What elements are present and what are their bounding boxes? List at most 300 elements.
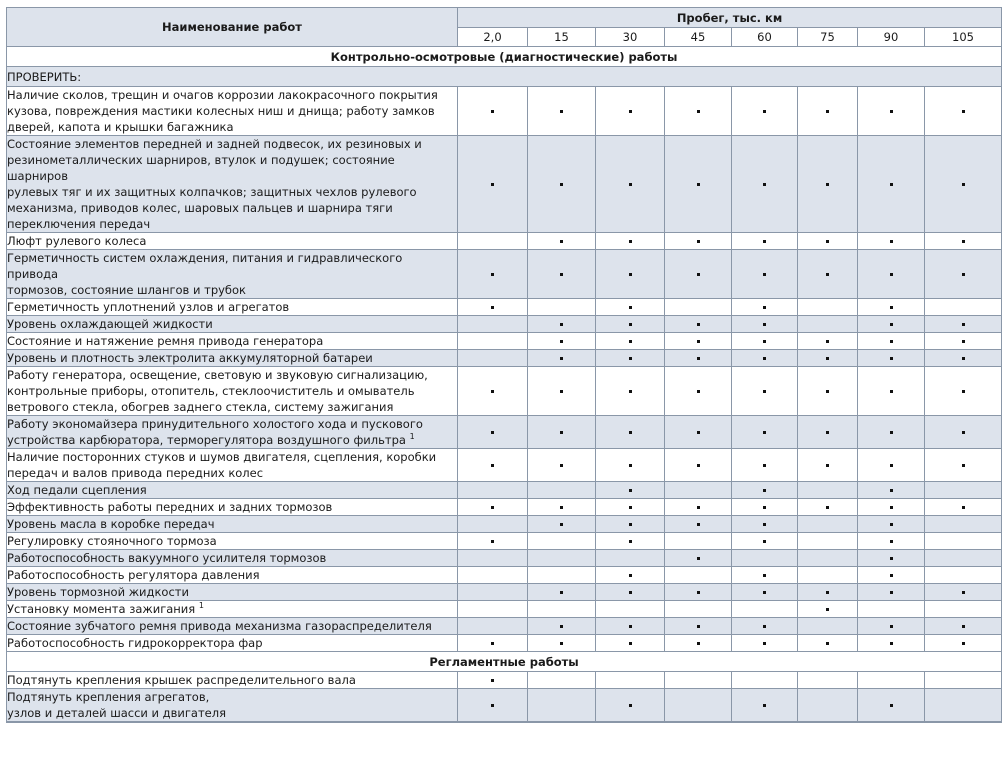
check-mark [763,489,766,492]
mileage-cell [596,618,665,635]
work-name [7,722,458,723]
mileage-cell [528,449,596,482]
check-mark [962,273,965,276]
check-mark [962,625,965,628]
work-name-line: резинометаллических шарниров, втулок и подушек; состояние шарниров [7,153,395,183]
mileage-cell [925,416,1002,449]
mileage-cell [858,722,925,723]
mileage-cell [925,367,1002,416]
mileage-cell [458,350,528,367]
work-name [7,350,458,367]
mileage-cell [665,416,732,449]
check-mark [890,574,893,577]
mileage-cell [665,87,732,136]
check-mark [890,523,893,526]
check-mark [697,642,700,645]
check-mark [697,340,700,343]
mileage-cell [596,316,665,333]
mileage-cell [458,367,528,416]
check-mark [763,540,766,543]
mileage-cell [798,516,858,533]
check-mark [962,240,965,243]
mileage-col-header: 15 [528,28,596,47]
mileage-cell [858,316,925,333]
check-mark [763,506,766,509]
work-row [7,250,1002,299]
mileage-cell [458,533,528,550]
mileage-cell [596,299,665,316]
mileage-cell [528,533,596,550]
work-name [7,416,458,449]
mileage-cell [528,333,596,350]
mileage-cell [925,333,1002,350]
work-name-line: устройства карбюратора, терморегулятора воздушного фильтра [7,433,406,447]
check-mark [962,340,965,343]
check-mark [890,240,893,243]
check-mark [763,464,766,467]
mileage-cell [798,584,858,601]
mileage-cell [528,567,596,584]
work-name-line: Уровень охлаждающей жидкости [7,317,213,331]
check-mark [763,523,766,526]
mileage-cell [798,416,858,449]
mileage-cell [858,449,925,482]
check-mark [629,642,632,645]
work-row [7,449,1002,482]
check-mark [560,523,563,526]
check-mark [763,431,766,434]
mileage-cell [858,516,925,533]
mileage-cell [458,250,528,299]
section-subtitle: ПРОВЕРИТЬ: [7,67,1002,87]
mileage-cell [665,233,732,250]
mileage-cell [528,672,596,689]
check-mark [826,240,829,243]
mileage-cell [925,584,1002,601]
mileage-cell [596,516,665,533]
check-mark [763,240,766,243]
mileage-cell [665,567,732,584]
check-mark [629,323,632,326]
check-mark [763,110,766,113]
check-mark [826,642,829,645]
check-mark [491,306,494,309]
work-row [7,722,1002,723]
check-mark [826,464,829,467]
mileage-cell [596,87,665,136]
work-name-line: Работоспособность вакуумного усилителя тормозов [7,551,327,565]
mileage-cell [458,333,528,350]
check-mark [763,323,766,326]
mileage-cell [665,499,732,516]
check-mark [763,306,766,309]
mileage-cell [798,482,858,499]
mileage-cell [925,499,1002,516]
check-mark [560,357,563,360]
work-row [7,601,1002,618]
mileage-cell [858,233,925,250]
mileage-cell [798,618,858,635]
mileage-col-header: 60 [732,28,798,47]
mileage-cell [732,350,798,367]
work-row [7,233,1002,250]
check-mark [491,431,494,434]
check-mark [890,390,893,393]
check-mark [890,591,893,594]
mileage-cell [528,516,596,533]
mileage-cell [596,584,665,601]
mileage-cell [732,635,798,652]
work-name [7,299,458,316]
mileage-cell [858,367,925,416]
mileage-cell [665,482,732,499]
mileage-cell [528,416,596,449]
work-row [7,672,1002,689]
mileage-cell [925,136,1002,233]
mileage-cell [596,601,665,618]
mileage-cell [925,722,1002,723]
check-mark [890,273,893,276]
mileage-cell [925,87,1002,136]
mileage-cell [458,567,528,584]
check-mark [962,591,965,594]
mileage-cell [732,299,798,316]
mileage-col-header: 30 [596,28,665,47]
work-row [7,350,1002,367]
check-mark [697,464,700,467]
mileage-cell [798,316,858,333]
check-mark [560,390,563,393]
mileage-cell [665,689,732,722]
check-mark [826,110,829,113]
mileage-cell [665,250,732,299]
work-name-line: Уровень тормозной жидкости [7,585,189,599]
mileage-cell [858,87,925,136]
work-row [7,567,1002,584]
mileage-cell [458,635,528,652]
mileage-cell [732,499,798,516]
mileage-cell [596,449,665,482]
mileage-cell [528,550,596,567]
mileage-cell [925,233,1002,250]
check-mark [763,704,766,707]
work-name-line: Установку момента зажигания [7,602,196,616]
work-row [7,499,1002,516]
work-name [7,567,458,584]
mileage-cell [665,367,732,416]
work-name-line: Наличие посторонних стуков и шумов двигателя, сцепления, коробки [7,450,437,464]
mileage-cell [858,416,925,449]
mileage-cell [665,136,732,233]
work-name-line: переключения передач [7,217,151,231]
check-mark [629,390,632,393]
mileage-cell [858,618,925,635]
mileage-cell [732,516,798,533]
work-name-line: Ход педали сцепления [7,483,147,497]
mileage-cell [458,689,528,722]
mileage-cell [732,567,798,584]
check-mark [491,273,494,276]
check-mark [962,642,965,645]
mileage-cell [858,250,925,299]
check-mark [491,183,494,186]
mileage-cell [528,584,596,601]
mileage-cell [665,672,732,689]
mileage-cell [798,367,858,416]
work-name-line: тормозов, состояние шлангов и трубок [7,283,247,297]
mileage-cell [665,333,732,350]
mileage-cell [458,316,528,333]
mileage-cell [458,449,528,482]
mileage-col-header: 105 [925,28,1002,47]
mileage-cell [798,449,858,482]
work-name-line: Герметичность уплотнений узлов и агрегатов [7,300,290,314]
mileage-cell [596,367,665,416]
mileage-cell [458,299,528,316]
check-mark [890,557,893,560]
check-mark [826,390,829,393]
check-mark [629,540,632,543]
check-mark [629,340,632,343]
check-mark [826,183,829,186]
work-name [7,233,458,250]
mileage-cell [798,635,858,652]
check-mark [763,340,766,343]
mileage-cell [458,516,528,533]
mileage-cell [665,550,732,567]
mileage-cell [925,299,1002,316]
work-row [7,482,1002,499]
work-name-line: Состояние и натяжение ремня привода генератора [7,334,324,348]
work-name-line: Работу экономайзера принудительного холостого хода и пускового [7,417,423,431]
check-mark [826,608,829,611]
work-name-line: Уровень и плотность электролита аккумуляторной батареи [7,351,373,365]
mileage-cell [798,533,858,550]
footnote-marker: 1 [409,432,415,442]
mileage-cell [528,499,596,516]
check-mark [763,574,766,577]
check-mark [962,390,965,393]
work-name-line: узлов и деталей шасси и двигателя [7,706,227,720]
check-mark [560,110,563,113]
mileage-cell [596,499,665,516]
check-mark [560,340,563,343]
mileage-cell [665,635,732,652]
check-mark [560,625,563,628]
mileage-cell [798,333,858,350]
mileage-cell [925,550,1002,567]
check-mark [697,431,700,434]
work-row [7,333,1002,350]
work-name-header: Наименование работ [7,8,458,47]
mileage-cell [528,87,596,136]
mileage-cell [458,87,528,136]
mileage-cell [665,516,732,533]
check-mark [491,679,494,682]
check-mark [560,273,563,276]
mileage-cell [858,533,925,550]
work-row [7,618,1002,635]
mileage-cell [732,367,798,416]
check-mark [491,110,494,113]
check-mark [697,557,700,560]
check-mark [890,306,893,309]
work-name-line: Работоспособность регулятора давления [7,568,260,582]
mileage-cell [458,618,528,635]
mileage-cell [528,136,596,233]
check-mark [962,110,965,113]
mileage-cell [596,250,665,299]
mileage-cell [458,550,528,567]
work-row [7,316,1002,333]
mileage-cell [858,567,925,584]
work-row [7,533,1002,550]
mileage-cell [732,233,798,250]
mileage-col-header: 90 [858,28,925,47]
mileage-cell [732,584,798,601]
work-name [7,672,458,689]
mileage-cell [458,672,528,689]
mileage-cell [528,722,596,723]
mileage-cell [528,601,596,618]
check-mark [560,642,563,645]
check-mark [826,357,829,360]
section-title: Регламентные работы [7,652,1002,672]
mileage-cell [528,250,596,299]
mileage-cell [596,136,665,233]
mileage-cell [665,601,732,618]
mileage-cell [596,233,665,250]
mileage-cell [596,416,665,449]
check-mark [826,506,829,509]
mileage-cell [858,482,925,499]
mileage-cell [732,416,798,449]
mileage-cell [858,333,925,350]
mileage-cell [665,584,732,601]
check-mark [697,110,700,113]
mileage-cell [732,333,798,350]
work-name [7,449,458,482]
mileage-cell [596,635,665,652]
mileage-cell [925,449,1002,482]
mileage-cell [858,672,925,689]
check-mark [890,183,893,186]
mileage-cell [858,635,925,652]
check-mark [763,390,766,393]
check-mark [629,489,632,492]
mileage-cell [596,350,665,367]
work-name-line: контрольные приборы, отопитель, стеклоочиститель и омыватель [7,384,415,398]
check-mark [491,642,494,645]
check-mark [962,431,965,434]
check-mark [560,431,563,434]
work-row [7,136,1002,233]
work-name-line: дверей, капота и крышки багажника [7,120,234,134]
mileage-cell [458,722,528,723]
work-name [7,601,458,618]
mileage-cell [925,316,1002,333]
work-name-line: Герметичность систем охлаждения, питания и гидравлического привода [7,251,403,281]
mileage-cell [665,533,732,550]
work-name-line: Состояние элементов передней и задней подвесок, их резиновых и [7,137,422,151]
work-name [7,499,458,516]
mileage-cell [925,601,1002,618]
check-mark [629,306,632,309]
check-mark [890,323,893,326]
mileage-cell [596,672,665,689]
mileage-cell [798,499,858,516]
mileage-cell [732,601,798,618]
check-mark [763,183,766,186]
check-mark [629,464,632,467]
mileage-cell [665,449,732,482]
check-mark [560,240,563,243]
check-mark [962,357,965,360]
check-mark [890,464,893,467]
mileage-cell [798,689,858,722]
mileage-cell [528,367,596,416]
mileage-cell [798,567,858,584]
mileage-cell [458,601,528,618]
mileage-cell [732,689,798,722]
mileage-cell [528,316,596,333]
mileage-cell [732,533,798,550]
check-mark [491,704,494,707]
check-mark [697,523,700,526]
work-name-line: кузова, повреждения мастики колесных ниш и днища; работу замков [7,104,435,118]
work-name-line: Работоспособность гидрокорректора фар [7,636,263,650]
mileage-cell [458,584,528,601]
check-mark [826,591,829,594]
work-name [7,516,458,533]
check-mark [826,431,829,434]
check-mark [697,323,700,326]
check-mark [962,323,965,326]
mileage-cell [798,722,858,723]
work-name-line: механизма, приводов колес, шаровых пальцев и шарнира тяги [7,201,393,215]
work-name [7,584,458,601]
mileage-col-header: 75 [798,28,858,47]
mileage-cell [798,299,858,316]
mileage-cell [732,316,798,333]
check-mark [962,506,965,509]
mileage-cell [665,299,732,316]
check-mark [890,540,893,543]
work-name [7,618,458,635]
mileage-cell [596,567,665,584]
mileage-col-header: 45 [665,28,732,47]
mileage-cell [925,567,1002,584]
check-mark [890,489,893,492]
check-mark [763,591,766,594]
work-name-line: Эффективность работы передних и задних тормозов [7,500,333,514]
mileage-cell [798,233,858,250]
mileage-cell [925,482,1002,499]
check-mark [697,273,700,276]
check-mark [629,591,632,594]
check-mark [697,625,700,628]
maintenance-schedule [6,7,1002,723]
check-mark [629,506,632,509]
check-mark [629,431,632,434]
mileage-cell [732,618,798,635]
mileage-cell [798,87,858,136]
work-name-line: Подтянуть крепления крышек распределительного вала [7,673,356,687]
work-name-line: Люфт рулевого колеса [7,234,147,248]
work-row [7,416,1002,449]
check-mark [629,704,632,707]
check-mark [629,273,632,276]
